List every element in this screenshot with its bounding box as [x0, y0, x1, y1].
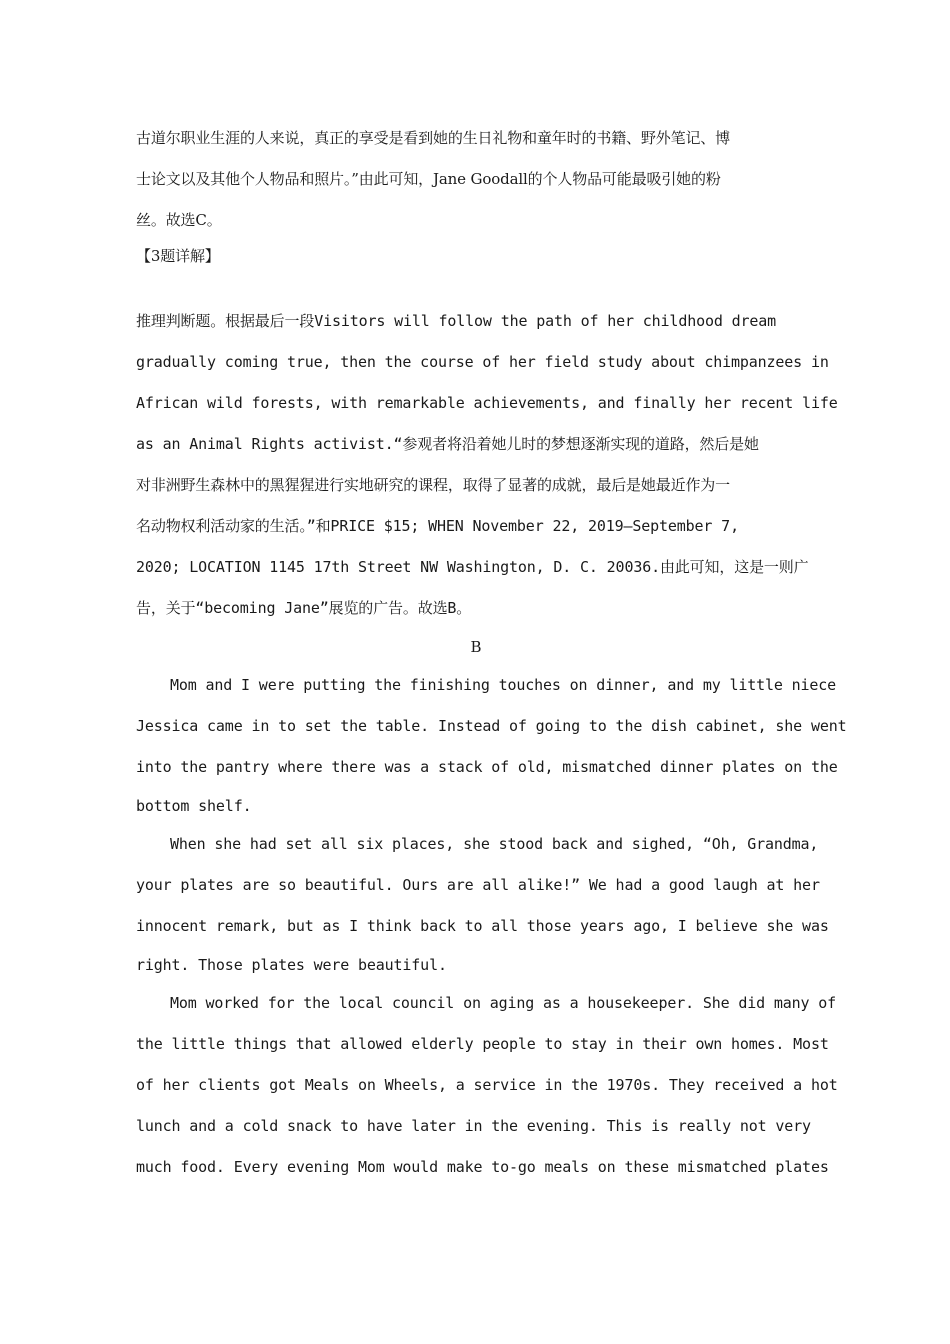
text-line: gradually coming true, then the course of her field study about chimpanzees in	[136, 353, 829, 371]
text-line: Mom worked for the local council on aging as a housekeeper. She did many of	[170, 994, 837, 1012]
spacer	[136, 271, 816, 301]
passage-paragraph	[136, 824, 829, 983]
text-line: 2020; LOCATION 1145 17th Street NW Washington, D. C. 20036.由此可知，这是一则广	[136, 558, 809, 576]
text-line: much food. Every evening Mom would make to-go meals on these mismatched plates	[136, 1158, 829, 1176]
text-line: 对非洲野生森林中的黑猩猩进行实地研究的课程，取得了显著的成就，最后是她最近作为一	[136, 476, 731, 494]
text-line: African wild forests, with remarkable achievements, and finally her recent life	[136, 394, 838, 412]
text-line: 古道尔职业生涯的人来说，真正的享受是看到她的生日礼物和童年时的书籍、野外笔记、博	[136, 129, 731, 147]
text-line: lunch and a cold snack to have later in the evening. This is really not very	[136, 1117, 811, 1135]
document-page	[136, 118, 847, 1188]
text-line: bottom shelf.	[136, 797, 252, 815]
text-line: as an Animal Rights activist.“参观者将沿着她儿时的梦想逐渐实现的道路，然后是她	[136, 435, 759, 453]
text-line: innocent remark, but as I think back to all those years ago, I believe she was	[136, 917, 829, 935]
text-line: 士论文以及其他个人物品和照片。”由此可知，Jane Goodall的个人物品可能最吸引她的粉	[136, 170, 721, 188]
question-3-explanation	[136, 301, 838, 629]
question-3-heading: 【3题详解】	[136, 247, 220, 265]
text-line: your plates are so beautiful. Ours are all alike!” We had a good laugh at her	[136, 876, 820, 894]
text-line: 告，关于“becoming Jane”展览的广告。故选B。	[136, 599, 472, 617]
passage-paragraph	[136, 665, 847, 824]
passage-paragraph	[136, 983, 838, 1188]
passage-b	[136, 665, 847, 1188]
text-line: 推理判断题。根据最后一段Visitors will follow the path of her childhood dream	[136, 312, 777, 330]
text-line: When she had set all six places, she stood back and sighed, “Oh, Grandma,	[170, 835, 819, 853]
text-line: of her clients got Meals on Wheels, a service in the 1970s. They received a hot	[136, 1076, 838, 1094]
text-line: Mom and I were putting the finishing touches on dinner, and my little niece	[170, 676, 837, 694]
text-line: Jessica came in to set the table. Instead of going to the dish cabinet, she went	[136, 717, 847, 735]
text-line: 名动物权利活动家的生活。”和PRICE $15; WHEN November 22, 2019—September 7,	[136, 517, 739, 535]
intro-paragraph	[136, 118, 816, 241]
text-line: the little things that allowed elderly people to stay in their own homes. Most	[136, 1035, 829, 1053]
text-line: into the pantry where there was a stack of old, mismatched dinner plates on the	[136, 758, 838, 776]
text-line: right. Those plates were beautiful.	[136, 956, 447, 974]
text-line: 丝。故选C。	[136, 211, 222, 229]
section-b-title: B	[470, 638, 482, 656]
